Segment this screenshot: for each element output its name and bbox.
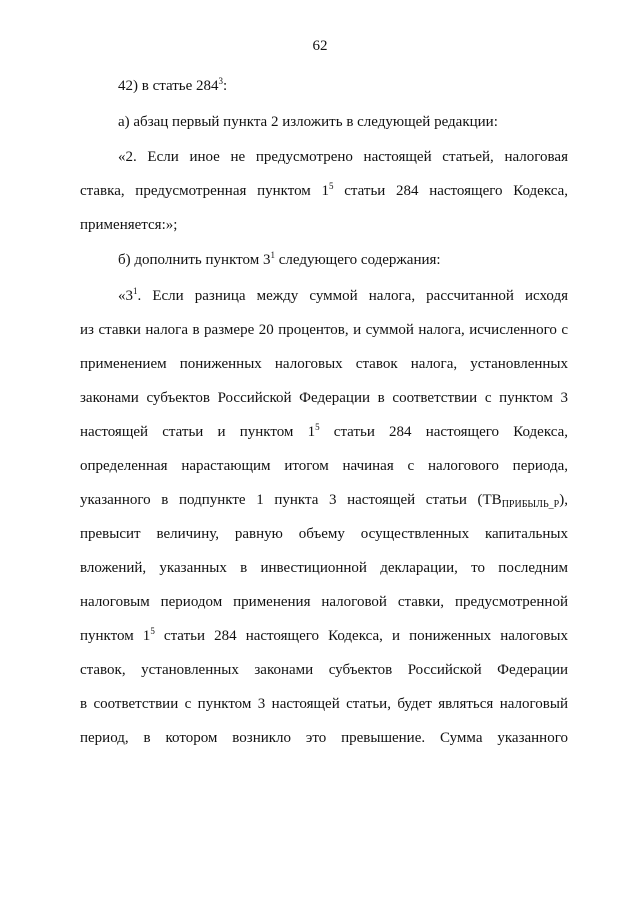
page-number: 62: [312, 38, 328, 54]
quote-2-line-2: из ставки налога в размере 20 процентов, и суммой налога, исчисленного с: [80, 322, 568, 338]
quote-1-line-2: ставка, предусмотренная пунктом $1^5$ статьи 284 настоящего Кодекса,: [80, 181, 568, 199]
quote-2-line-10: налоговым периодом применения налоговой ставки, предусмотренной: [80, 594, 568, 610]
quote-2-line-8: превысит величину, равную объему осуществленных капитальных: [80, 526, 568, 542]
quote-2-line-5: настоящей статьи и пунктом $1^5$ статьи 284 настоящего Кодекса,: [80, 422, 569, 440]
quote-2-line-1: «$3^1$. Если разница между суммой налога, рассчитанной исходя: [118, 286, 568, 304]
quote-1-line-1: «2. Если иное не предусмотрено настоящей статьей, налоговая: [118, 149, 568, 165]
quote-2-line-7: указанного в подпункте 1 пункта 3 настоящей статьи $(ТВ_{ПРИБЫЛЬ\_Р})$,: [80, 492, 568, 510]
quote-2-line-4: законами субъектов Российской Федерации в соответствии с пунктом 3: [80, 390, 568, 406]
subitem-a: а) абзац первый пункта 2 изложить в следующей редакции:: [118, 114, 498, 130]
quote-2-line-6: определенная нарастающим итогом начиная с налогового периода,: [80, 458, 568, 474]
quote-2-line-9: вложений, указанных в инвестиционной декларации, то последним: [80, 560, 568, 576]
quote-2-line-14: период, в котором возникло это превышение. Сумма указанного: [80, 730, 568, 746]
quote-2-line-11: пунктом $1^5$ статьи 284 настоящего Кодекса, и пониженных налоговых: [80, 626, 568, 644]
quote-2-line-3: применением пониженных налоговых ставок налога, установленных: [80, 356, 568, 372]
quote-1-line-3: применяется:»;: [80, 217, 178, 233]
item-42-heading: 42) в статье $284^3$:: [118, 76, 228, 94]
quote-2-line-13: в соответствии с пунктом 3 настоящей статьи, будет являться налоговый: [80, 696, 568, 712]
subitem-b: б) дополнить пунктом $3^1$ следующего содержания:: [118, 250, 441, 268]
quote-2-line-12: ставок, установленных законами субъектов Российской Федерации: [80, 662, 568, 678]
